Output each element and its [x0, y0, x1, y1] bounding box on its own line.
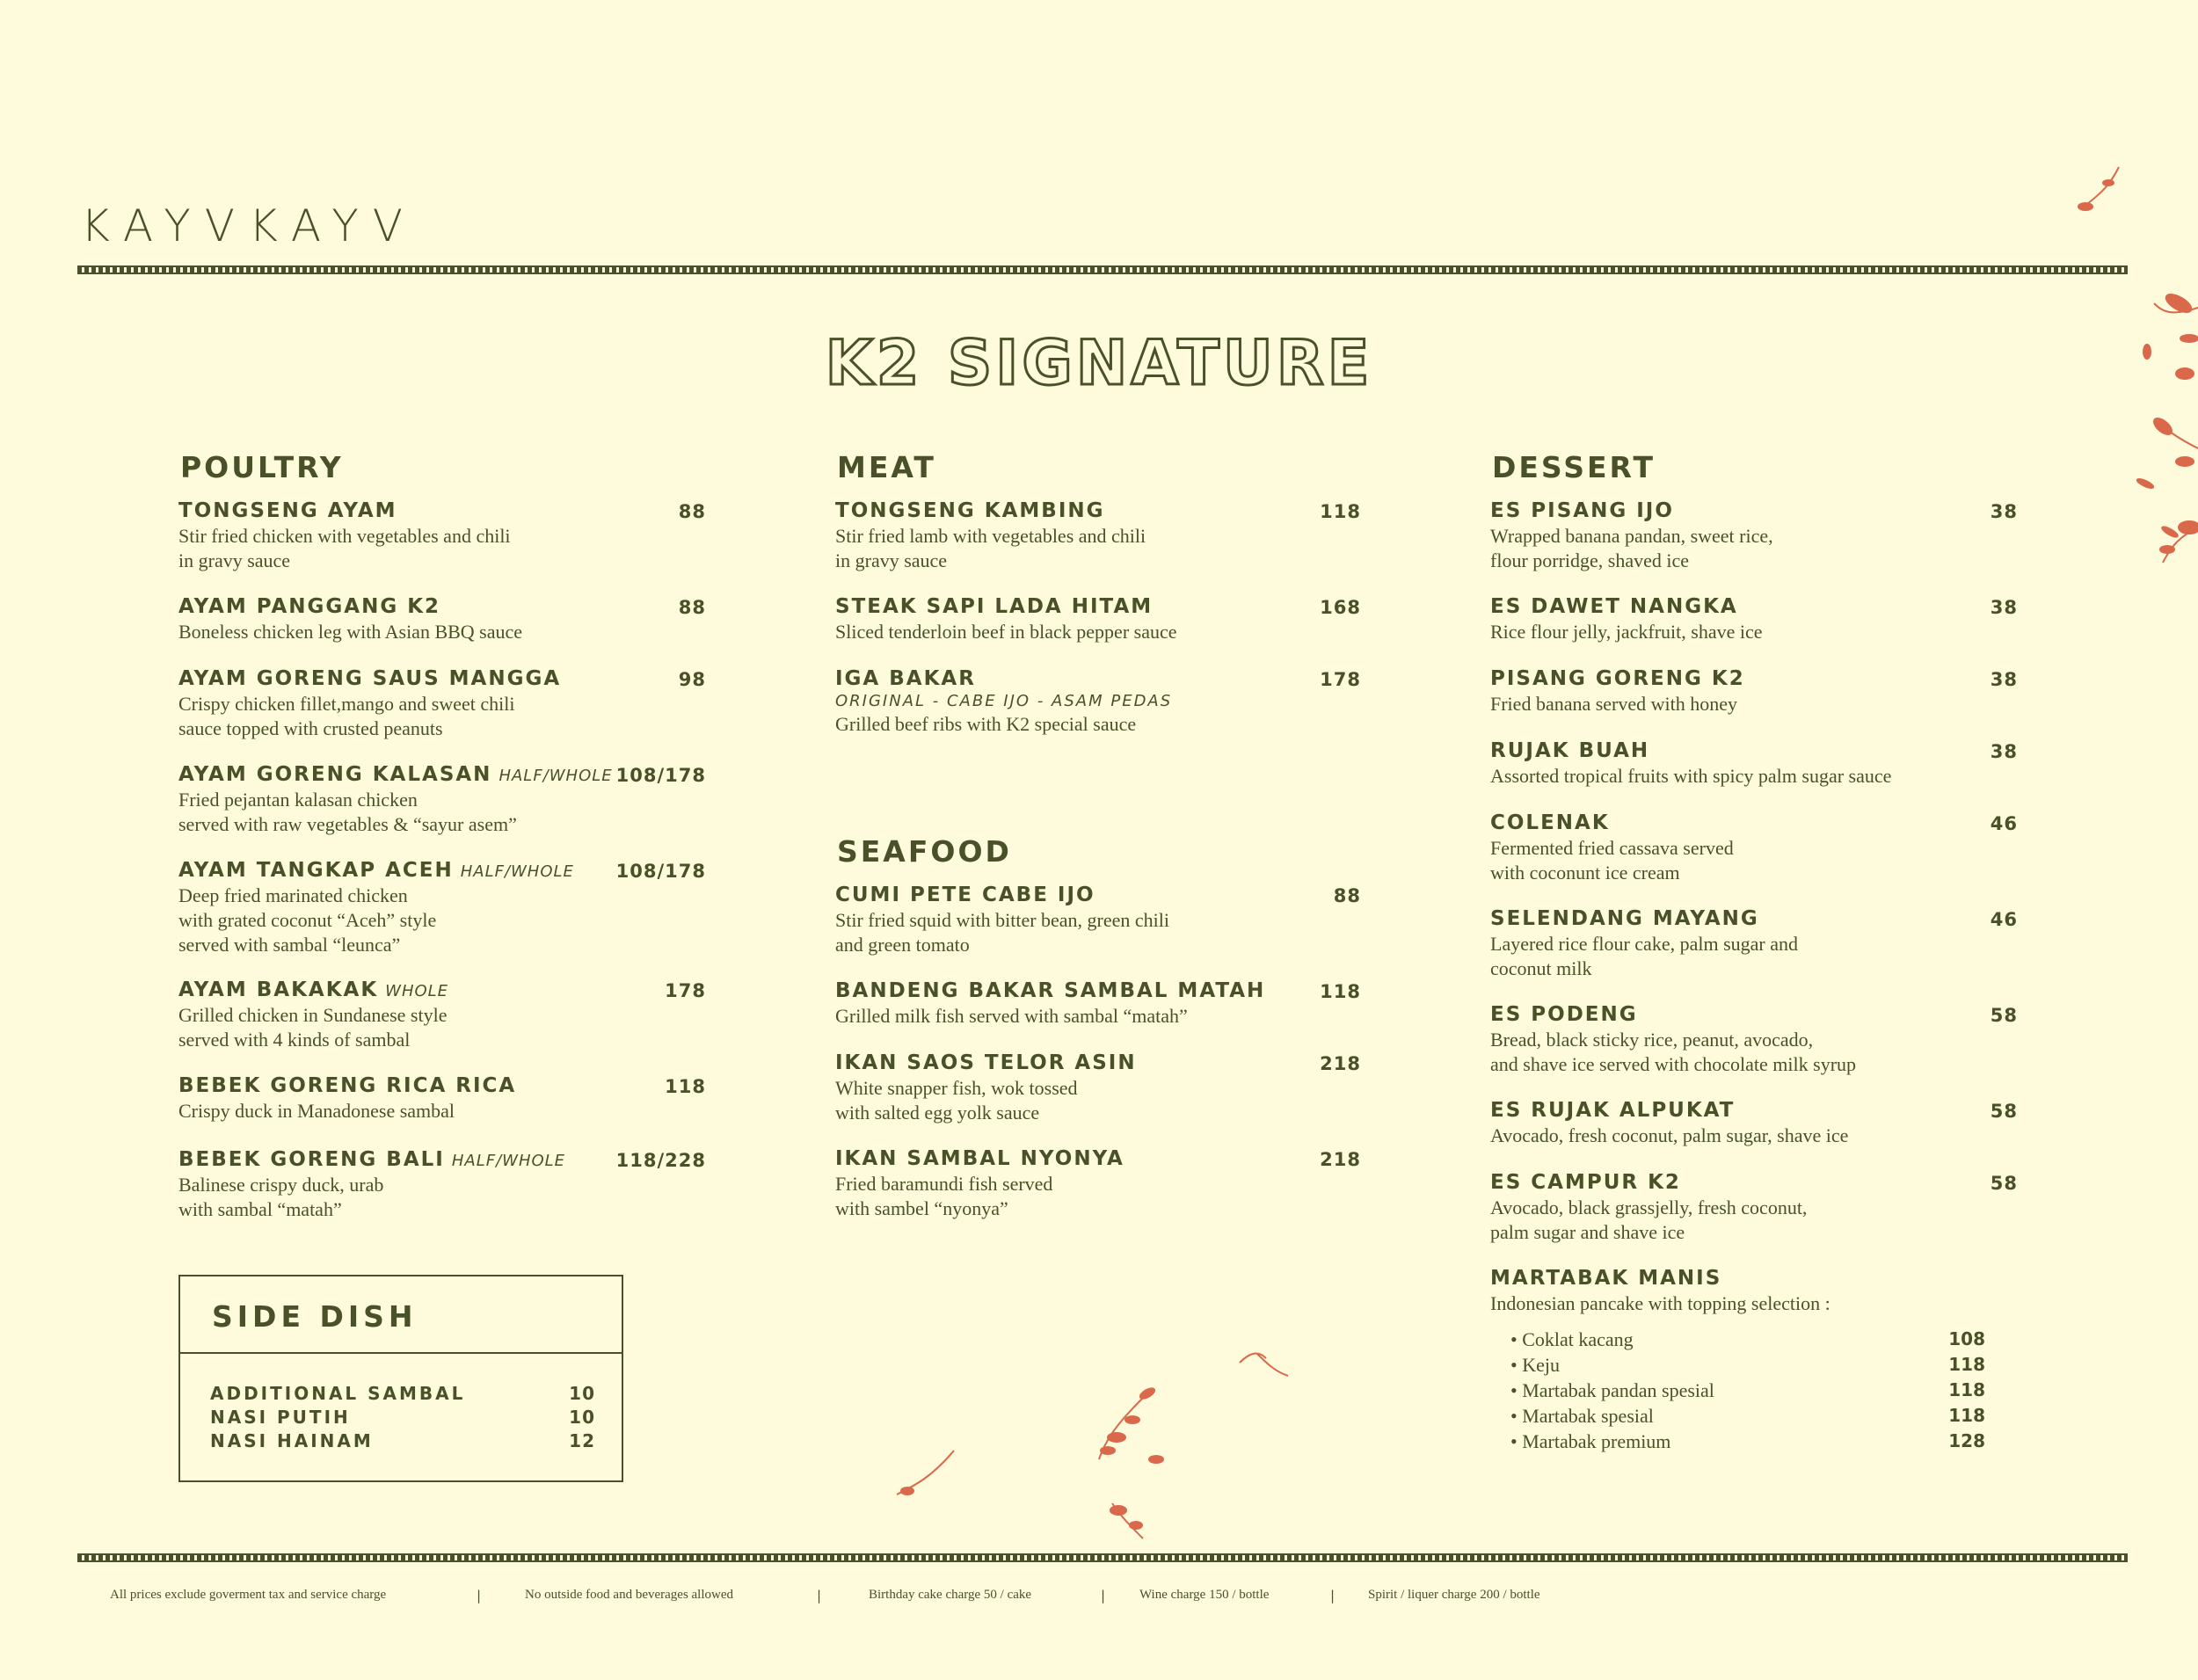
menu-item	[835, 884, 1361, 957]
item-price: 46	[1990, 813, 2018, 834]
item-description: Wrapped banana pandan, sweet rice, flour porridge, shaved ice	[1490, 525, 1773, 571]
top-border	[77, 265, 2128, 274]
menu-item	[178, 667, 706, 741]
item-description: Fried banana served with honey	[1490, 693, 1738, 715]
item-price: 88	[678, 597, 706, 618]
topping-row	[1510, 1405, 1985, 1428]
menu-item	[1490, 667, 2018, 716]
dessert-heading: DESSERT	[1492, 450, 1656, 484]
item-description: Sliced tenderloin beef in black pepper sauce	[835, 621, 1177, 643]
menu-item	[1490, 1171, 2018, 1245]
item-price: 46	[1990, 909, 2018, 930]
menu-item	[1490, 907, 2018, 981]
item-name: IKAN SAOS TELOR ASIN	[835, 1051, 1137, 1074]
item-description: Crispy chicken fillet,mango and sweet chili sauce topped with crusted peanuts	[178, 693, 515, 739]
item-description: Fried baramundi fish served with sambel “nyonya”	[835, 1173, 1053, 1219]
menu-item	[178, 595, 706, 644]
item-price: 218	[1320, 1053, 1361, 1074]
item-price: 118	[1320, 981, 1361, 1002]
item-price: 118/228	[615, 1150, 706, 1171]
menu-item	[178, 859, 706, 957]
item-description: Deep fried marinated chicken with grated coconut “Aceh” style served with sambal “leunca”	[178, 884, 437, 956]
side-dish-row	[210, 1407, 595, 1428]
item-name: PISANG GORENG K2	[1490, 667, 1745, 690]
menu-item	[835, 595, 1361, 644]
item-name: AYAM GORENG KALASAN HALF/WHOLE	[178, 763, 613, 786]
item-name: ES PODENG	[1490, 1003, 1638, 1026]
side-dish-name: NASI PUTIH	[210, 1407, 351, 1428]
menu-item	[835, 979, 1361, 1029]
item-description: Boneless chicken leg with Asian BBQ sauce	[178, 621, 523, 643]
item-description: Stir fried squid with bitter bean, green chili and green tomato	[835, 909, 1170, 956]
floral-branch-illustration	[2075, 158, 2198, 571]
footer-note: Spirit / liquer charge 200 / bottle	[1368, 1588, 1540, 1602]
item-name: RUJAK BUAH	[1490, 739, 1650, 762]
portion-note: HALF/WHOLE	[451, 1152, 566, 1170]
meat-heading: MEAT	[837, 450, 936, 484]
topping-price: 118	[1948, 1405, 1985, 1426]
menu-title: K2 SIGNATURE	[825, 327, 1373, 399]
item-name: COLENAK	[1490, 811, 1610, 834]
side-dish-row	[210, 1430, 595, 1451]
item-name: ES RUJAK ALPUKAT	[1490, 1099, 1736, 1122]
menu-item	[1490, 811, 2018, 885]
item-name: AYAM BAKAKAK WHOLE	[178, 978, 449, 1001]
item-description: Fried pejantan kalasan chicken served with raw vegetables & “sayur asem”	[178, 789, 517, 835]
item-name: MARTABAK MANIS	[1490, 1267, 1722, 1290]
item-price: 98	[678, 669, 706, 690]
portion-note: HALF/WHOLE	[460, 862, 574, 881]
item-name: CUMI PETE CABE IJO	[835, 884, 1095, 906]
item-description: Bread, black sticky rice, peanut, avocado, and shave ice served with chocolate milk syrup	[1490, 1029, 1857, 1075]
item-description: Avocado, fresh coconut, palm sugar, shave ice	[1490, 1124, 1849, 1146]
footer-separator: |	[1330, 1588, 1336, 1604]
menu-item	[1490, 739, 2018, 789]
item-description: Balinese crispy duck, urab with sambal “matah”	[178, 1174, 384, 1220]
item-price: 38	[1990, 741, 2018, 762]
menu-item	[178, 1074, 706, 1124]
item-description: Grilled beef ribs with K2 special sauce	[835, 713, 1137, 735]
menu-item	[835, 1051, 1361, 1125]
topping-row	[1510, 1430, 1985, 1453]
item-name: SELENDANG MAYANG	[1490, 907, 1759, 930]
menu-item	[835, 499, 1361, 573]
item-description: Avocado, black grassjelly, fresh coconut, palm sugar and shave ice	[1490, 1196, 1808, 1243]
item-name: AYAM TANGKAP ACEH HALF/WHOLE	[178, 859, 574, 882]
brand-logo: KAYVKAYV	[81, 200, 417, 251]
item-description: Grilled chicken in Sundanese style served with 4 kinds of sambal	[178, 1004, 448, 1051]
menu-item	[835, 667, 1361, 737]
item-name: TONGSENG AYAM	[178, 499, 397, 522]
item-name: TONGSENG KAMBING	[835, 499, 1105, 522]
side-dish-name: ADDITIONAL SAMBAL	[210, 1383, 466, 1404]
menu-item	[178, 1148, 706, 1222]
item-name: ES CAMPUR K2	[1490, 1171, 1681, 1194]
item-price: 38	[1990, 669, 2018, 690]
item-name: IGA BAKAR	[835, 667, 976, 690]
topping-label: • Martabak premium	[1510, 1430, 1671, 1452]
item-price: 218	[1320, 1149, 1361, 1170]
item-description: Rice flour jelly, jackfruit, shave ice	[1490, 621, 1763, 643]
footer-separator: |	[1101, 1588, 1106, 1604]
menu-item	[1490, 595, 2018, 644]
menu-item	[1490, 1267, 2018, 1316]
topping-row	[1510, 1328, 1985, 1351]
item-description: Layered rice flour cake, palm sugar and coconut milk	[1490, 933, 1798, 979]
side-dish-box	[178, 1275, 623, 1482]
item-name: IKAN SAMBAL NYONYA	[835, 1147, 1124, 1170]
footer-note: Wine charge 150 / bottle	[1139, 1588, 1270, 1602]
item-variants: ORIGINAL - CABE IJO - ASAM PEDAS	[835, 692, 1173, 710]
item-name: BEBEK GORENG BALI HALF/WHOLE	[178, 1148, 566, 1171]
item-description: Assorted tropical fruits with spicy palm sugar sauce	[1490, 765, 1892, 787]
item-description: Indonesian pancake with topping selection :	[1490, 1292, 1830, 1314]
footer-note: Birthday cake charge 50 / cake	[869, 1588, 1032, 1602]
side-dish-row	[210, 1383, 595, 1404]
item-name: BEBEK GORENG RICA RICA	[178, 1074, 517, 1097]
topping-row	[1510, 1379, 1985, 1402]
topping-row	[1510, 1354, 1985, 1377]
item-price: 108/178	[615, 861, 706, 882]
menu-item	[178, 763, 706, 837]
item-name: AYAM GORENG SAUS MANGGA	[178, 667, 562, 690]
topping-label: • Martabak spesial	[1510, 1405, 1654, 1427]
item-description: Grilled milk fish served with sambal “matah”	[835, 1005, 1188, 1027]
portion-note: WHOLE	[385, 982, 449, 1000]
menu-item	[178, 978, 706, 1052]
menu-item	[1490, 1003, 2018, 1077]
item-description: Fermented fried cassava served with coconunt ice cream	[1490, 837, 1734, 884]
menu-item	[178, 499, 706, 573]
portion-note: HALF/WHOLE	[499, 767, 613, 785]
seafood-heading: SEAFOOD	[837, 834, 1012, 869]
item-price: 108/178	[615, 765, 706, 786]
side-dish-heading: SIDE DISH	[180, 1276, 622, 1354]
footer-separator: |	[477, 1588, 482, 1604]
item-name: ES DAWET NANGKA	[1490, 595, 1738, 618]
item-name: AYAM PANGGANG K2	[178, 595, 441, 618]
item-description: Stir fried lamb with vegetables and chili in gravy sauce	[835, 525, 1146, 571]
footer-note: No outside food and beverages allowed	[525, 1588, 734, 1602]
topping-price: 118	[1948, 1379, 1985, 1400]
item-price: 118	[1320, 501, 1361, 522]
item-price: 58	[1990, 1101, 2018, 1122]
item-price: 178	[1320, 669, 1361, 690]
item-price: 38	[1990, 501, 2018, 522]
footer-separator: |	[817, 1588, 822, 1604]
topping-label: • Keju	[1510, 1354, 1560, 1376]
menu-item	[1490, 499, 2018, 573]
item-name: ES PISANG IJO	[1490, 499, 1674, 522]
item-price: 88	[678, 501, 706, 522]
item-name: STEAK SAPI LADA HITAM	[835, 595, 1154, 618]
topping-price: 108	[1948, 1328, 1985, 1349]
bottom-border	[77, 1553, 2128, 1562]
item-name: BANDENG BAKAR SAMBAL MATAH	[835, 979, 1266, 1002]
side-dish-price: 10	[569, 1407, 595, 1428]
item-price: 58	[1990, 1173, 2018, 1194]
topping-label: • Martabak pandan spesial	[1510, 1379, 1714, 1401]
poultry-heading: POULTRY	[180, 450, 344, 484]
side-dish-price: 12	[569, 1430, 595, 1451]
item-price: 118	[665, 1076, 706, 1097]
topping-price: 128	[1948, 1430, 1985, 1451]
topping-price: 118	[1948, 1354, 1985, 1375]
menu-item	[1490, 1099, 2018, 1148]
menu-item	[835, 1147, 1361, 1221]
item-price: 168	[1320, 597, 1361, 618]
item-price: 58	[1990, 1005, 2018, 1026]
floral-sprig-illustration	[888, 1336, 1328, 1556]
item-price: 38	[1990, 597, 2018, 618]
item-price: 88	[1333, 885, 1361, 906]
item-price: 178	[665, 980, 706, 1001]
side-dish-name: NASI HAINAM	[210, 1430, 374, 1451]
item-description: White snapper fish, wok tossed with salted egg yolk sauce	[835, 1077, 1078, 1124]
item-description: Stir fried chicken with vegetables and chili in gravy sauce	[178, 525, 511, 571]
footer-note: All prices exclude goverment tax and service charge	[110, 1588, 387, 1602]
topping-label: • Coklat kacang	[1510, 1328, 1634, 1350]
item-description: Crispy duck in Manadonese sambal	[178, 1100, 455, 1122]
side-dish-price: 10	[569, 1383, 595, 1404]
